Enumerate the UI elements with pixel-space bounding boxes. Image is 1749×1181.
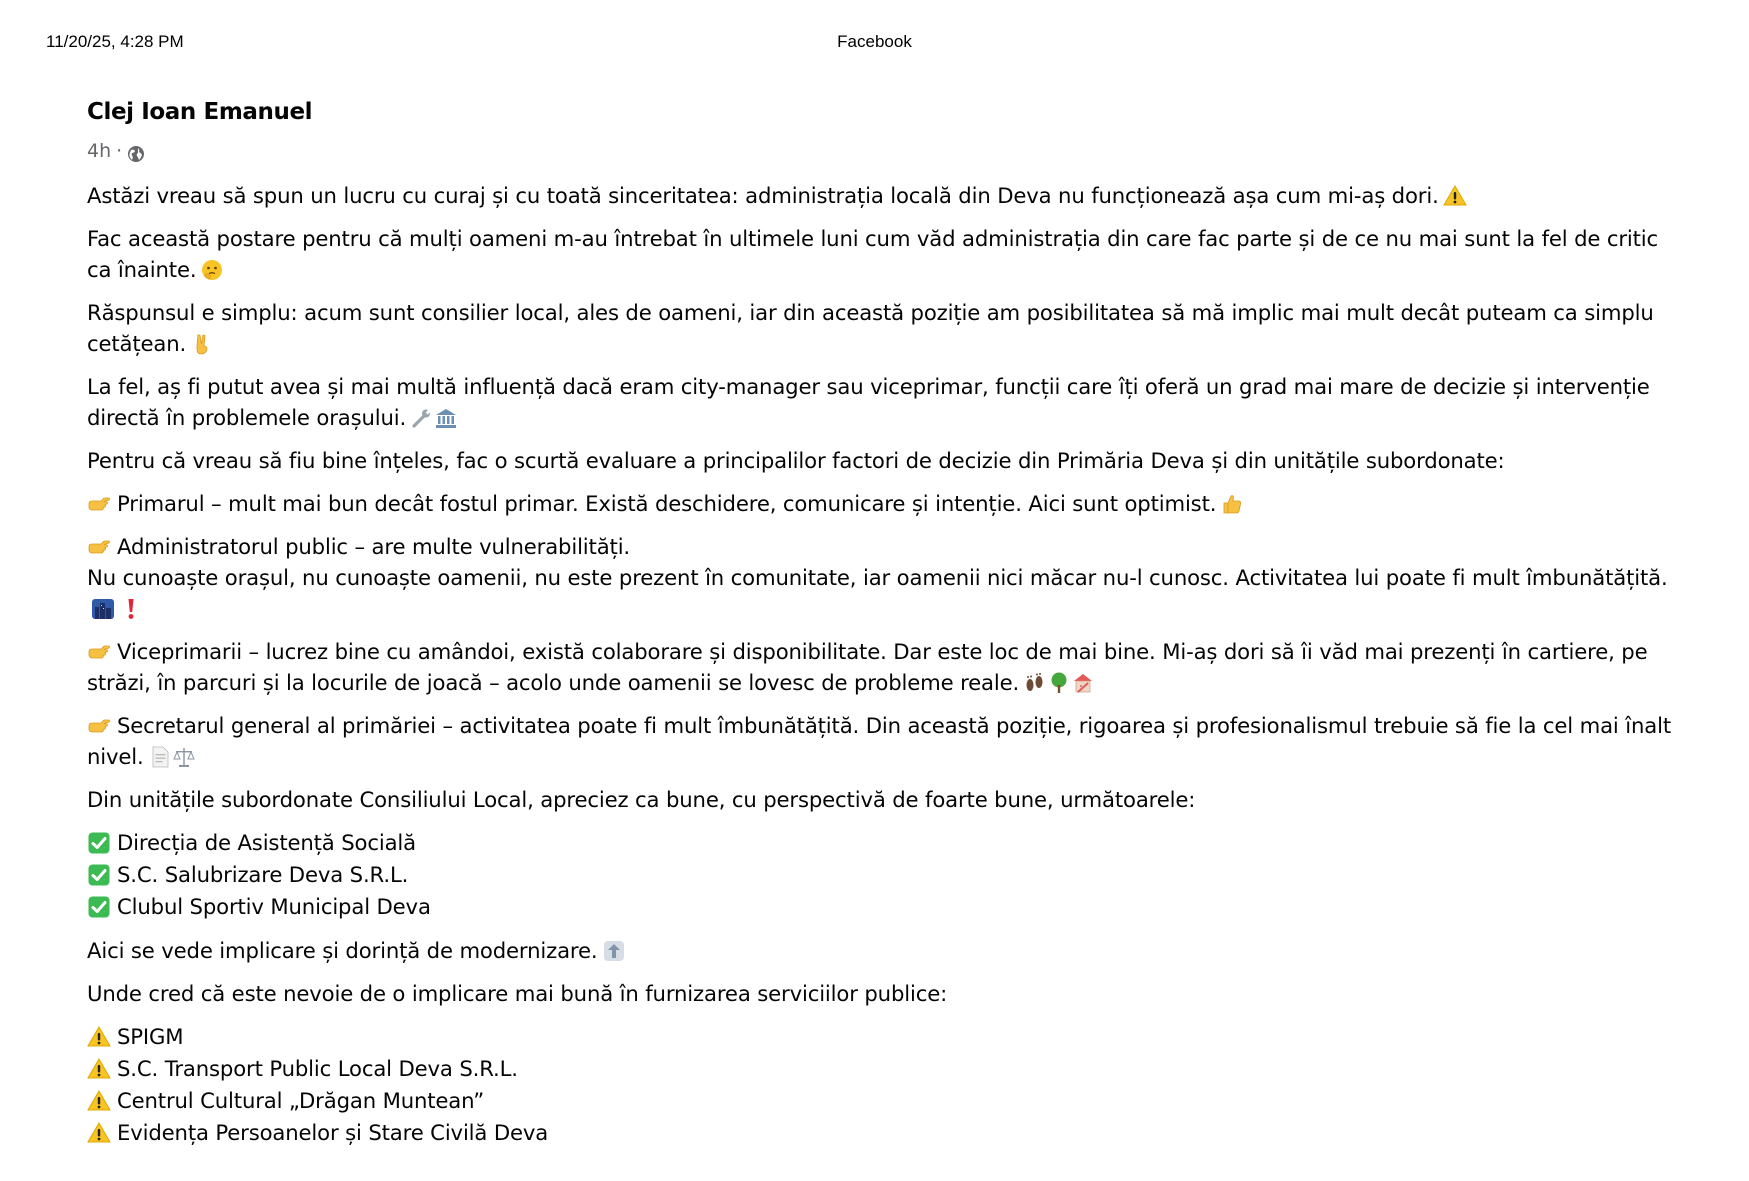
evaluation-item: Primarul – mult mai bun decât fostul primar. Există deschidere, comunicare și intenție. Aici sunt optimist. (87, 488, 1687, 519)
tree-emoji (1047, 671, 1071, 695)
post-timestamp[interactable]: 4h (87, 140, 112, 162)
list-item: Centrul Cultural „Drăgan Muntean” (87, 1085, 1687, 1117)
good-units-list (87, 827, 1687, 923)
pointing-right-emoji (87, 535, 111, 559)
thinking-emoji (200, 258, 224, 282)
warning-emoji (87, 1057, 111, 1081)
post-paragraph: Aici se vede implicare și dorință de modernizare. (87, 935, 1687, 966)
post-paragraph: Astăzi vreau să spun un lucru cu curaj și cu toată sinceritatea: administrația locală din Deva nu funcționează așa cum mi-aș dori. (87, 180, 1687, 211)
pointing-right-emoji (87, 714, 111, 738)
pointing-right-emoji (87, 640, 111, 664)
post-paragraph: La fel, aș fi putut avea și mai multă influență dacă eram city-manager sau viceprimar, funcții care îți oferă un grad mai mare de decizie și intervenție directă în problemele orașului. (87, 374, 1650, 430)
city-dusk-emoji (91, 597, 115, 621)
post-paragraph: Din unitățile subordonate Consiliului Local, apreciez ca bune, cu perspectivă de foarte bune, următoarele: (87, 787, 1196, 812)
post-paragraph: Unde cred că este nevoie de o implicare mai bună în furnizarea serviciilor publice: (87, 981, 948, 1006)
list-item: Evidența Persoanelor și Stare Civilă Deva (87, 1117, 1687, 1149)
list-item: SPIGM (87, 1021, 1687, 1053)
evaluation-item: Secretarul general al primăriei – activitatea poate fi mult îmbunătățită. Din această poziție, rigoarea și profesionalismul trebuie să fie la cel mai înalt nivel. (87, 713, 1671, 769)
check-mark-emoji (87, 831, 111, 855)
bank-emoji (434, 406, 458, 430)
check-mark-emoji (87, 863, 111, 887)
warning-emoji (87, 1025, 111, 1049)
list-item: S.C. Transport Public Local Deva S.R.L. (87, 1053, 1687, 1085)
footprints-emoji (1023, 671, 1047, 695)
post-paragraph: Răspunsul e simplu: acum sunt consilier local, ales de oameni, iar din această poziție am posibilitatea să mă implic mai mult decât puteam ca simplu cetățean. (87, 300, 1654, 356)
meta-separator: · (116, 140, 123, 162)
thumbs-up-emoji (1220, 492, 1244, 516)
print-site-title: Facebook (837, 32, 912, 51)
victory-hand-emoji (190, 332, 214, 356)
pointing-right-emoji (87, 492, 111, 516)
post-paragraph: Pentru că vreau să fiu bine înțeles, fac o scurtă evaluare a principalilor factori de decizie din Primăria Deva și din unitățile subordonate: (87, 448, 1505, 473)
list-item: S.C. Salubrizare Deva S.R.L. (87, 859, 1687, 891)
post-body (87, 180, 1687, 1149)
evaluation-item: Viceprimarii – lucrez bine cu amândoi, există colaborare și disponibilitate. Dar este loc de mai bine. Mi-aș dori să îi văd mai prezenți în cartiere, pe străzi, în parcuri și la locurile de joacă – acolo unde oamenii se lovesc de probleme reale. (87, 639, 1648, 695)
post-meta (87, 138, 1687, 164)
warning-emoji (87, 1121, 111, 1145)
print-datetime: 11/20/25, 4:28 PM (46, 32, 184, 51)
globe-icon[interactable] (127, 145, 145, 163)
warning-emoji (1443, 184, 1467, 208)
list-item: Direcția de Asistență Socială (87, 827, 1687, 859)
up-arrow-emoji (602, 939, 626, 963)
playground-emoji (1071, 671, 1095, 695)
facebook-post (87, 96, 1687, 1149)
post-author-name[interactable]: Clej Ioan Emanuel (87, 99, 313, 125)
warning-emoji (87, 1089, 111, 1113)
print-header (0, 0, 1749, 80)
check-mark-emoji (87, 895, 111, 919)
evaluation-item: Administratorul public – are multe vulnerabilități. Nu cunoaște orașul, nu cunoaște oamenii, nu este prezent în comunitate, iar oamenii nici măcar nu-l cunosc. Activitatea lui poate fi mult îmbunătățită. (87, 531, 1687, 624)
exclamation-emoji (119, 597, 143, 621)
post-paragraph: Fac această postare pentru că mulți oameni m-au întrebat în ultimele luni cum văd administrația din care fac parte și de ce nu mai sunt la fel de critic ca înainte. (87, 226, 1659, 282)
improve-units-list (87, 1021, 1687, 1149)
scales-emoji (172, 745, 196, 769)
wrench-emoji (410, 406, 434, 430)
document-emoji (148, 745, 172, 769)
list-item: Clubul Sportiv Municipal Deva (87, 891, 1687, 923)
